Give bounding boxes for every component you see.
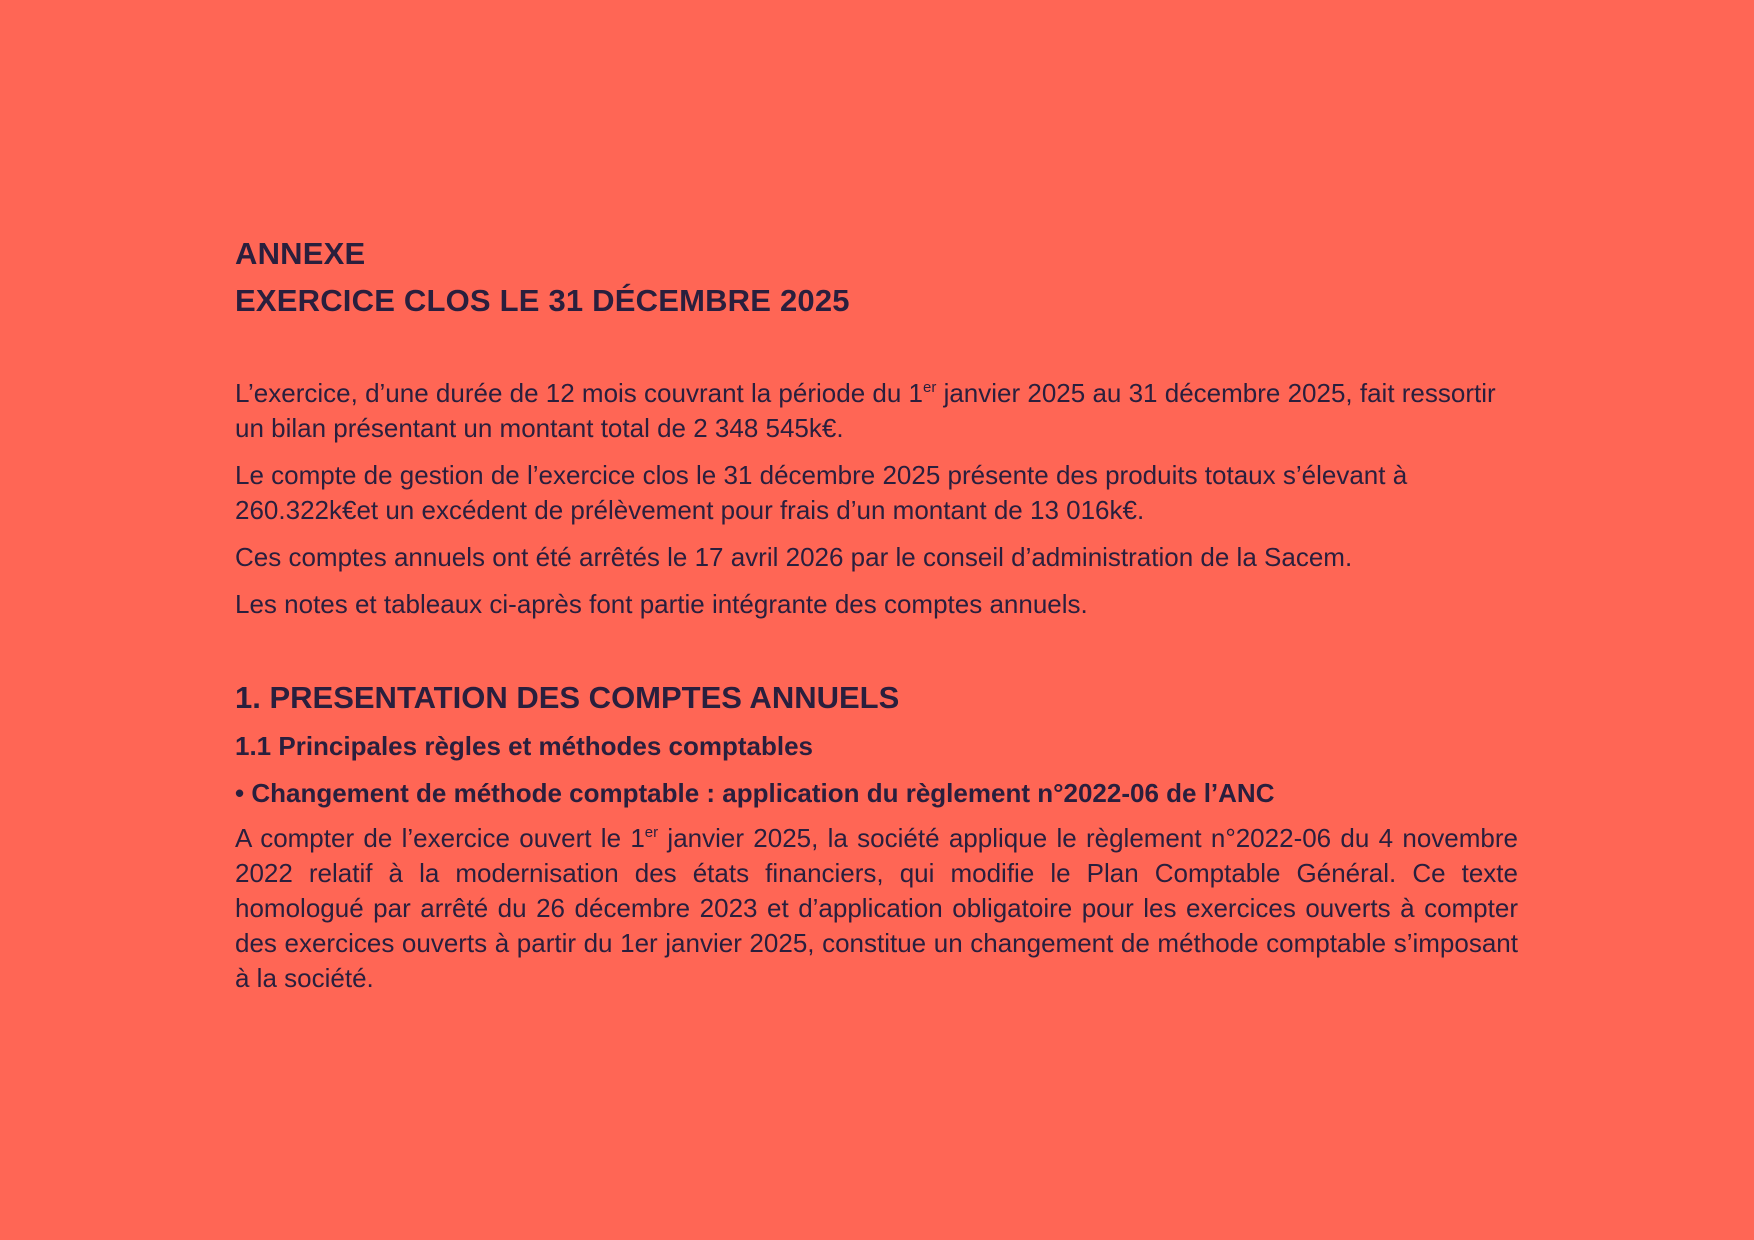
page-title: ANNEXE: [235, 236, 366, 271]
page-subtitle: EXERCICE CLOS LE 31 DÉCEMBRE 2025: [235, 283, 850, 318]
intro-paragraph-1: [235, 376, 1518, 446]
intro-paragraph-2: Le compte de gestion de l’exercice clos le 31 décembre 2025 présente des produits totaux s’élevant à 260.322k€et un excédent de prélèvement pour frais d’un montant de 13 016k€.: [235, 460, 1408, 525]
section-body-end: janvier 2025, la société applique le règlement n°2022-06 du 4 novembre 2022 relatif à la modernisation des états financiers, qui modifie le Plan Comptable Général. Ce texte homologué par arrêté du 26 décembre 2023 et d’application obligatoire pour les exercices ouverts à compter des exercices ouverts à partir du 1er janvier 2025, constitue un changement de méthode comptable s’imposant à la société.: [235, 823, 1518, 993]
section-body-start: A compter de l’exercice ouvert le 1: [235, 823, 645, 853]
ordinal-superscript: er: [644, 824, 659, 841]
section-heading: 1. PRESENTATION DES COMPTES ANNUELS: [235, 680, 900, 715]
intro-paragraph-3: Ces comptes annuels ont été arrêtés le 17 avril 2026 par le conseil d’administration de la Sacem.: [235, 542, 1353, 572]
ordinal-superscript: er: [923, 379, 937, 396]
bullet-heading: • Changement de méthode comptable : application du règlement n°2022-06 de l’ANC: [235, 778, 1275, 808]
subsection-heading: 1.1 Principales règles et méthodes comptables: [235, 731, 814, 761]
intro-paragraph-4: Les notes et tableaux ci-après font partie intégrante des comptes annuels.: [235, 589, 1088, 619]
document-content: [235, 230, 1518, 996]
intro-section: [235, 376, 1518, 622]
section-body-paragraph: [235, 821, 1518, 996]
intro-paragraph-1-start: L’exercice, d’une durée de 12 mois couvrant la période du 1: [235, 378, 923, 408]
intro-paragraph-1-end: janvier 2025 au 31 décembre 2025, fait ressortir un bilan présentant un montant total de 2 348 545k€.: [235, 378, 1496, 443]
